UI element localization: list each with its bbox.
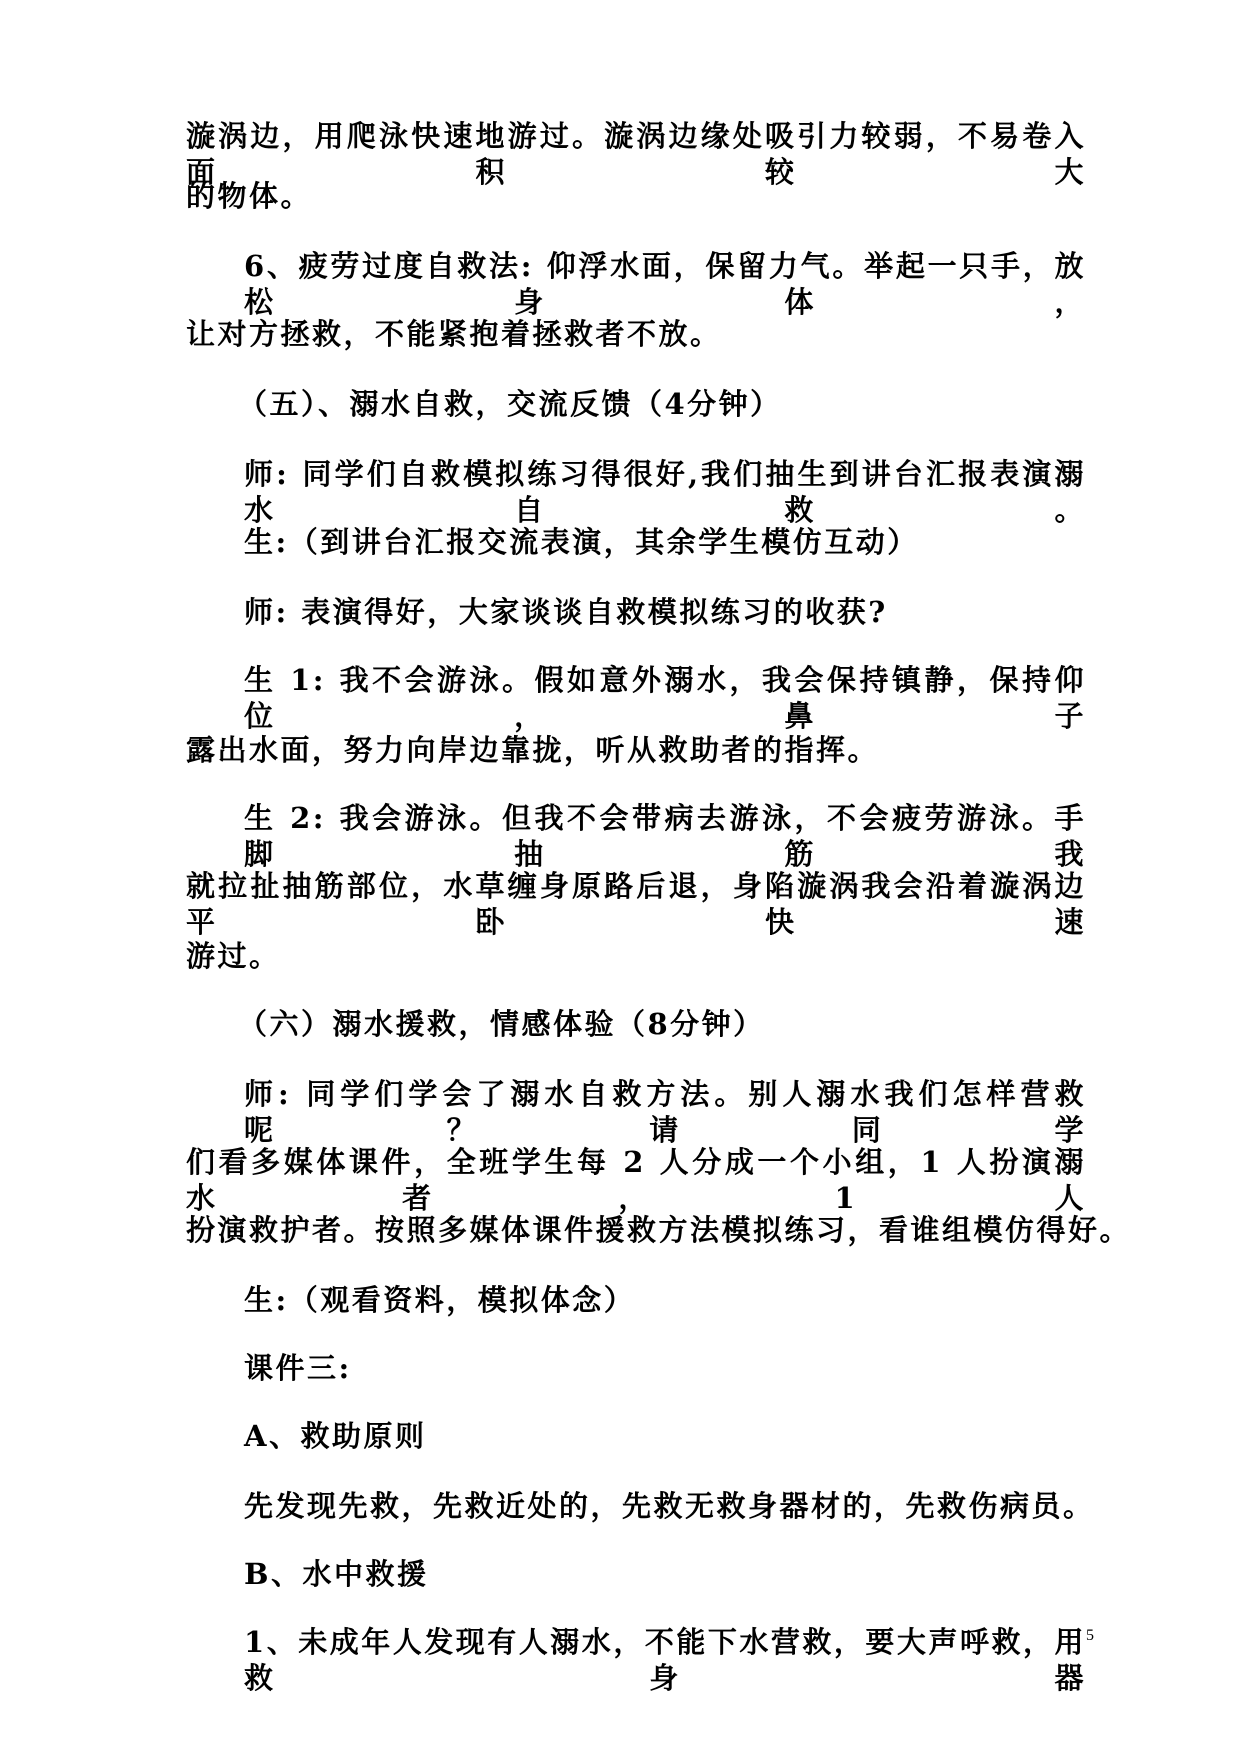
paragraph-line-6: 师: 同学们自救模拟练习得很好,我们抽生到讲台汇报表演溺水自救。: [244, 457, 1086, 527]
subheading-a: A、救助原则: [244, 1419, 427, 1453]
paragraph-line-12: 就拉扯抽筋部位，水草缠身原路后退，身陷漩涡我会沿着漩涡边平卧快速: [186, 869, 1086, 939]
page-number: 5: [1086, 1627, 1094, 1644]
paragraph-line-10: 露出水面，努力向岸边靠拢，听从救助者的指挥。: [186, 733, 880, 767]
paragraph-line-18: 生:（观看资料，模拟体念）: [244, 1283, 636, 1317]
section-heading-5: （五）、溺水自救，交流反馈（4分钟）: [238, 387, 782, 421]
paragraph-line-11: 生 2: 我会游泳。但我不会带病去游泳，不会疲劳游泳。手脚抽筋我: [244, 801, 1086, 871]
paragraph-line-9: 生 1: 我不会游泳。假如意外溺水，我会保持镇静，保持仰位，鼻子: [244, 663, 1086, 733]
paragraph-line-13: 游过。: [186, 939, 281, 973]
section-heading-6: （六）溺水援救，情感体验（8分钟）: [238, 1007, 765, 1041]
paragraph-line-16: 们看多媒体课件，全班学生每 2 人分成一个小组，1 人扮演溺水者，1 人: [186, 1145, 1086, 1215]
paragraph-line-19: 课件三:: [244, 1351, 352, 1385]
paragraph-line-1: 漩涡边，用爬泳快速地游过。漩涡边缘处吸引力较弱，不易卷入面积较大: [186, 119, 1086, 189]
paragraph-line-7: 生:（到讲台汇报交流表演，其余学生模仿互动）: [244, 525, 919, 559]
paragraph-line-4: 让对方拯救，不能紧抱着拯救者不放。: [186, 317, 722, 351]
paragraph-line-23: 1、未成年人发现有人溺水，不能下水营救，要大声呼救，用救身器: [244, 1625, 1086, 1695]
paragraph-line-15: 师: 同学们学会了溺水自救方法。别人溺水我们怎样营救呢？请同学: [244, 1077, 1086, 1147]
paragraph-line-2: 的物体。: [186, 179, 313, 213]
paragraph-line-3: 6、疲劳过度自救法: 仰浮水面，保留力气。举起一只手，放松身体，: [244, 249, 1086, 319]
paragraph-line-21: 先发现先救，先救近处的，先救无救身器材的，先救伤病员。: [244, 1489, 1095, 1523]
paragraph-line-17: 扮演救护者。按照多媒体课件援救方法模拟练习，看谁组模仿得好。: [186, 1213, 1132, 1247]
subheading-b: B、水中救援: [244, 1557, 429, 1591]
paragraph-line-8: 师: 表演得好，大家谈谈自救模拟练习的收获?: [244, 595, 888, 629]
